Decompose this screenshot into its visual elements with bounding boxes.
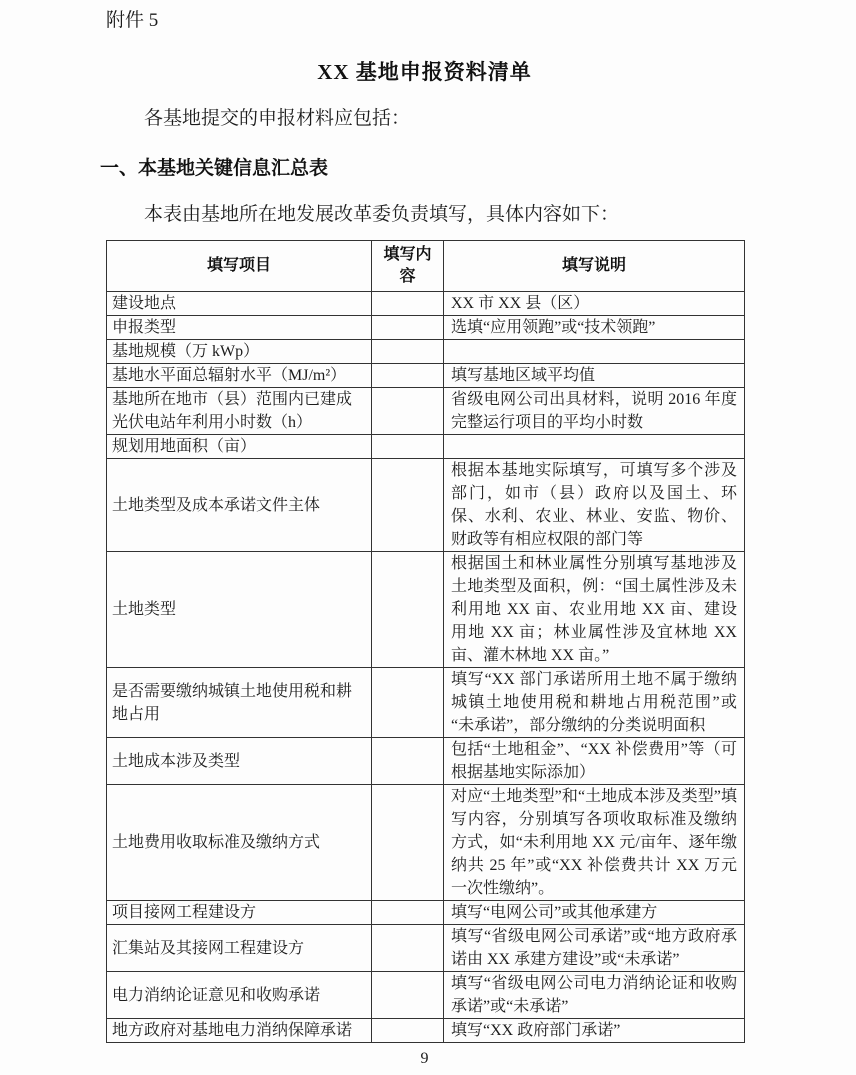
column-header-content: 填写内容 — [372, 241, 444, 292]
summary-table — [106, 240, 745, 1043]
content-cell — [372, 552, 444, 668]
intro-paragraph: 各基地提交的申报材料应包括： — [144, 108, 411, 129]
item-cell: 土地类型及成本承诺文件主体 — [107, 459, 372, 552]
item-cell: 汇集站及其接网工程建设方 — [107, 925, 372, 972]
content-cell — [372, 738, 444, 785]
note-cell: 填写“XX 部门承诺所用土地不属于缴纳城镇土地使用税和耕地占用税范围”或“未承诺”，部分缴纳的分类说明面积 — [444, 668, 745, 738]
table-row — [107, 668, 745, 738]
table-row — [107, 925, 745, 972]
note-cell: 省级电网公司出具材料，说明 2016 年度完整运行项目的平均小时数 — [444, 388, 745, 435]
table-row — [107, 364, 745, 388]
item-cell: 项目接网工程建设方 — [107, 901, 372, 925]
table-row — [107, 972, 745, 1019]
note-cell: 包括“土地租金”、“XX 补偿费用”等（可根据基地实际添加） — [444, 738, 745, 785]
table-row — [107, 316, 745, 340]
content-cell — [372, 364, 444, 388]
page-number: 9 — [420, 1050, 429, 1067]
item-cell: 规划用地面积（亩） — [107, 435, 372, 459]
table-header-row — [107, 241, 745, 292]
item-cell: 是否需要缴纳城镇土地使用税和耕地占用 — [107, 668, 372, 738]
section-heading: 一、本基地关键信息汇总表 — [100, 158, 329, 179]
content-cell — [372, 972, 444, 1019]
table-row — [107, 738, 745, 785]
note-cell: 根据国土和林业属性分别填写基地涉及土地类型及面积，例：“国土属性涉及未利用地 XX 亩、农业用地 XX 亩、建设用地 XX 亩；林业属性涉及宜林地 XX 亩、灌木林地 XX 亩。” — [444, 552, 745, 668]
note-cell: 填写“省级电网公司电力消纳论证和收购承诺”或“未承诺” — [444, 972, 745, 1019]
table-row — [107, 785, 745, 901]
note-cell: 填写“XX 政府部门承诺” — [444, 1019, 745, 1043]
note-cell: XX 市 XX 县（区） — [444, 292, 745, 316]
item-cell: 申报类型 — [107, 316, 372, 340]
content-cell — [372, 459, 444, 552]
column-header-note: 填写说明 — [444, 241, 745, 292]
item-cell: 基地水平面总辐射水平（MJ/m²） — [107, 364, 372, 388]
content-cell — [372, 668, 444, 738]
content-cell — [372, 1019, 444, 1043]
table-row — [107, 292, 745, 316]
note-cell: 选填“应用领跑”或“技术领跑” — [444, 316, 745, 340]
column-header-item: 填写项目 — [107, 241, 372, 292]
table-row — [107, 1019, 745, 1043]
item-cell: 土地费用收取标准及缴纳方式 — [107, 785, 372, 901]
item-cell: 基地所在地市（县）范围内已建成光伏电站年利用小时数（h） — [107, 388, 372, 435]
attachment-label: 附件 5 — [106, 10, 159, 31]
item-cell: 电力消纳论证意见和收购承诺 — [107, 972, 372, 1019]
content-cell — [372, 340, 444, 364]
note-cell — [444, 435, 745, 459]
content-cell — [372, 316, 444, 340]
page-title: XX 基地申报资料清单 — [317, 60, 532, 84]
table-intro-paragraph: 本表由基地所在地发展改革委负责填写，具体内容如下： — [144, 204, 620, 225]
note-cell — [444, 340, 745, 364]
note-cell: 对应“土地类型”和“土地成本涉及类型”填写内容，分别填写各项收取标准及缴纳方式，如“未利用地 XX 元/亩年、逐年缴纳共 25 年”或“XX 补偿费共计 XX 万元一次性缴纳”。 — [444, 785, 745, 901]
table-row — [107, 459, 745, 552]
note-cell: 填写基地区域平均值 — [444, 364, 745, 388]
table-row — [107, 552, 745, 668]
table-row — [107, 435, 745, 459]
content-cell — [372, 901, 444, 925]
item-cell: 地方政府对基地电力消纳保障承诺 — [107, 1019, 372, 1043]
table-row — [107, 340, 745, 364]
content-cell — [372, 435, 444, 459]
item-cell: 土地类型 — [107, 552, 372, 668]
item-cell: 基地规模（万 kWp） — [107, 340, 372, 364]
content-cell — [372, 785, 444, 901]
table-row — [107, 388, 745, 435]
note-cell: 填写“省级电网公司承诺”或“地方政府承诺由 XX 承建方建设”或“未承诺” — [444, 925, 745, 972]
note-cell: 填写“电网公司”或其他承建方 — [444, 901, 745, 925]
table-row — [107, 901, 745, 925]
content-cell — [372, 388, 444, 435]
content-cell — [372, 925, 444, 972]
item-cell: 土地成本涉及类型 — [107, 738, 372, 785]
content-cell — [372, 292, 444, 316]
note-cell: 根据本基地实际填写，可填写多个涉及部门，如市（县）政府以及国土、环保、水利、农业、林业、安监、物价、财政等有相应权限的部门等 — [444, 459, 745, 552]
item-cell: 建设地点 — [107, 292, 372, 316]
